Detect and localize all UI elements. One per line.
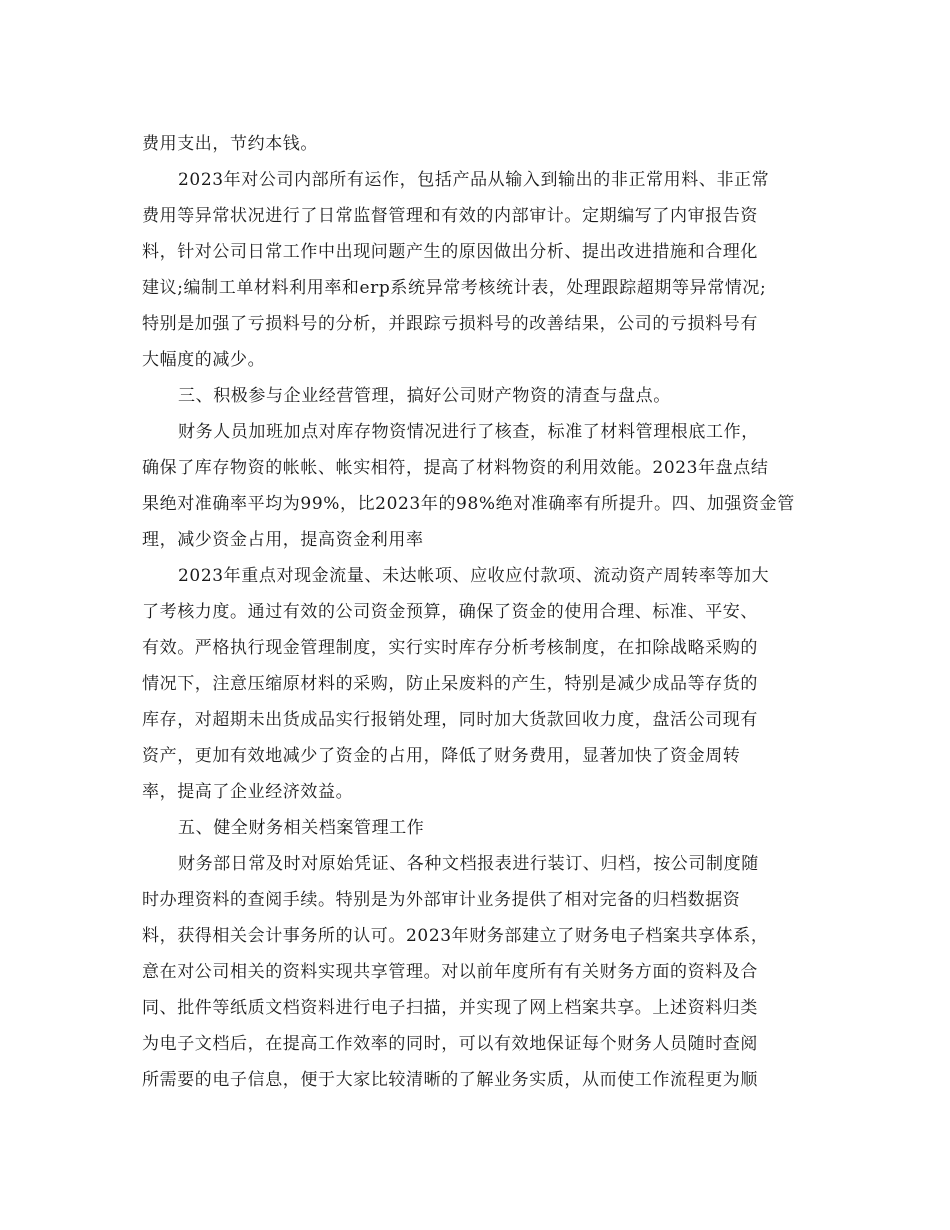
text-line-12: 理，减少资金占用，提高资金利用率 <box>142 530 424 550</box>
text-line-5: 建议;编制工单材料利用率和erp系统异常考核统计表，处理跟踪超期等异常情况; <box>142 278 767 298</box>
text-line-23: 料，获得相关会计事务所的认可。2023年财务部建立了财务电子档案共享体系， <box>142 926 769 946</box>
text-line-27: 所需要的电子信息，便于大家比较清晰的了解业务实质，从而使工作流程更为顺 <box>142 1070 758 1090</box>
text-line-13: 2023年重点对现金流量、未达帐项、应收应付款项、流动资产周转率等加大 <box>178 566 770 586</box>
section-heading-3: 三、积极参与企业经营管理，搞好公司财产物资的清查与盘点。 <box>178 386 671 406</box>
section-heading-5: 五、健全财务相关档案管理工作 <box>178 818 425 838</box>
text-line-19: 率，提高了企业经济效益。 <box>142 782 354 802</box>
text-line-25: 同、批件等纸质文档资料进行电子扫描，并实现了网上档案共享。上述资料归类 <box>142 998 758 1018</box>
text-line-22: 时办理资料的查阅手续。特别是为外部审计业务提供了相对完备的归档数据资 <box>142 890 741 910</box>
text-line-18: 资产，更加有效地减少了资金的占用，降低了财务费用，显著加快了资金周转 <box>142 746 741 766</box>
text-line-4: 料，针对公司日常工作中出现问题产生的原因做出分析、提出改进措施和合理化 <box>142 242 758 262</box>
text-line-1: 费用支出，节约本钱。 <box>142 134 318 154</box>
text-line-16: 情况下，注意压缩原材料的采购，防止呆废料的产生，特别是减少成品等存货的 <box>142 674 758 694</box>
text-line-9: 财务人员加班加点对库存物资情况进行了核查，标准了材料管理根底工作， <box>178 422 759 442</box>
text-line-24: 意在对公司相关的资料实现共享管理。对以前年度所有有关财务方面的资料及合 <box>142 962 758 982</box>
text-line-11: 果绝对准确率平均为99%，比2023年的98%绝对准确率有所提升。四、加强资金管 <box>142 494 795 514</box>
text-line-6: 特别是加强了亏损料号的分析，并跟踪亏损料号的改善结果，公司的亏损料号有 <box>142 314 758 334</box>
document-page <box>142 126 812 1098</box>
text-line-21: 财务部日常及时对原始凭证、各种文档报表进行装订、归档，按公司制度随 <box>178 854 759 874</box>
text-line-26: 为电子文档后，在提高工作效率的同时，可以有效地保证每个财务人员随时查阅 <box>142 1034 758 1054</box>
text-line-10: 确保了库存物资的帐帐、帐实相符，提高了材料物资的利用效能。2023年盘点结 <box>142 458 769 478</box>
text-line-17: 库存，对超期未出货成品实行报销处理，同时加大货款回收力度，盘活公司现有 <box>142 710 758 730</box>
text-line-2: 2023年对公司内部所有运作，包括产品从输入到输出的非正常用料、非正常 <box>178 170 770 190</box>
text-line-15: 有效。严格执行现金管理制度，实行实时库存分析考核制度，在扣除战略采购的 <box>142 638 758 658</box>
text-line-7: 大幅度的减少。 <box>142 350 266 370</box>
text-line-14: 了考核力度。通过有效的公司资金预算，确保了资金的使用合理、标准、平安、 <box>142 602 758 622</box>
text-line-3: 费用等异常状况进行了日常监督管理和有效的内部审计。定期编写了内审报告资 <box>142 206 758 226</box>
